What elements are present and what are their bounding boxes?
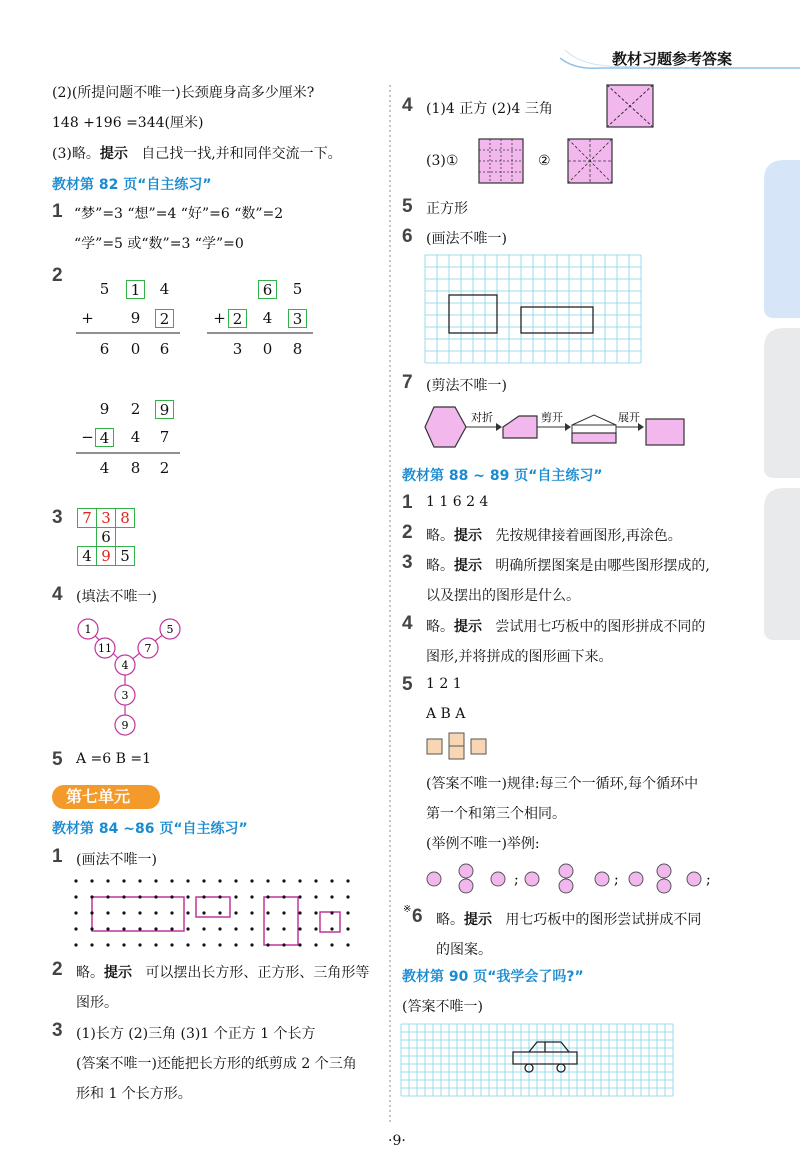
answer-line: “梦”=3 “想”=4 “好”=6 “数”=2 xyxy=(74,206,284,222)
question-number: 2 xyxy=(52,959,63,980)
answer-box: 9 xyxy=(155,400,174,419)
question-number: 6 xyxy=(402,226,413,247)
answer-box: 2 xyxy=(155,309,174,328)
answer-line: (答案不唯一)规律:每三个一循环,每个循环中 xyxy=(426,776,699,792)
grid-paper-car xyxy=(401,1024,677,1100)
answer-line: 图形,并将拼成的图形画下来。 xyxy=(426,649,613,665)
answer-line: “学”=5 或“数”=3 “学”=0 xyxy=(74,236,244,252)
answer-line: 的图案。 xyxy=(436,942,492,958)
star-square-figure xyxy=(567,138,619,184)
question-number: 1 xyxy=(52,846,63,867)
digit: 4 xyxy=(130,428,141,446)
digit: 3 xyxy=(232,340,243,358)
circle-label: 11 xyxy=(98,642,112,655)
question-number: 4 xyxy=(402,613,413,634)
question-number: 6 xyxy=(412,906,423,927)
question-number: 4 xyxy=(402,95,413,116)
answer-box: 1 xyxy=(126,280,145,299)
squares-pattern-figure xyxy=(426,732,496,762)
answer-line: 1 1 6 2 4 xyxy=(426,494,489,510)
operator: + xyxy=(213,309,226,327)
answer-line: (填法不唯一) xyxy=(76,589,157,605)
circle-label: 4 xyxy=(121,659,129,672)
side-tabs xyxy=(764,160,800,660)
answer-box: 4 xyxy=(95,428,114,447)
question-number: 1 xyxy=(402,492,413,513)
tip-label: 提示 xyxy=(464,912,492,928)
question-number: 3 xyxy=(402,552,413,573)
digit: 4 xyxy=(262,309,273,327)
circle-label: 3 xyxy=(121,689,129,702)
header-title: 教材习题参考答案 xyxy=(612,50,733,68)
separator: ; xyxy=(614,872,619,888)
tip-label: 提示 xyxy=(454,619,482,635)
grid-cell: 4 xyxy=(77,546,97,566)
separator: ; xyxy=(706,872,711,888)
question-number: 5 xyxy=(52,749,63,770)
answer-line: (答案不唯一)还能把长方形的纸剪成 2 个三角 xyxy=(76,1056,357,1072)
square-diagonals-figure xyxy=(606,84,658,130)
step-label: 对折 xyxy=(471,411,493,424)
grid-cell: 9 xyxy=(96,546,116,566)
answer-line: 1 2 1 xyxy=(426,676,462,692)
column-divider xyxy=(389,85,393,1125)
question-number: 3 xyxy=(52,507,63,528)
digit: 7 xyxy=(159,428,170,446)
digit: 5 xyxy=(292,280,303,298)
answer-line: 略。提示 尝试用七巧板中的图形拼成不同的 xyxy=(426,619,706,635)
answer-line: 148 +196 =344(厘米) xyxy=(52,115,204,131)
page-number: ·9· xyxy=(388,1133,406,1149)
grid-paper xyxy=(425,255,647,367)
operator: + xyxy=(81,309,94,327)
section-title: 教材第 88 ~ 89 页“自主练习” xyxy=(402,468,603,484)
answer-line: (2)(所提问题不唯一)长颈鹿身高多少厘米? xyxy=(52,85,315,101)
answer-line: (3)略。提示 自己找一找,并和同伴交流一下。 xyxy=(52,146,342,162)
grid-cell: 7 xyxy=(77,508,97,528)
digit: 8 xyxy=(130,459,141,477)
answer-line: (1)4 正方 (2)4 三角 xyxy=(426,101,553,117)
question-number: 4 xyxy=(52,584,63,605)
step-label: 剪开 xyxy=(541,411,563,424)
operator: − xyxy=(81,428,94,446)
answer-box: 6 xyxy=(258,280,277,299)
fold-cut-diagram xyxy=(424,405,704,453)
digit: 4 xyxy=(99,459,110,477)
circle-label: 7 xyxy=(144,642,152,655)
circles-pattern-figure xyxy=(426,860,726,900)
digit: 9 xyxy=(99,400,110,418)
circle-label: 9 xyxy=(121,719,129,732)
answer-line: (3)① xyxy=(426,153,459,169)
calc-lines xyxy=(0,0,320,200)
digit: 2 xyxy=(159,459,170,477)
answer-line: 略。提示 可以摆出长方形、正方形、三角形等 xyxy=(76,965,370,981)
answer-line: 略。提示 先按规律接着画图形,再涂色。 xyxy=(426,528,682,544)
digit: 6 xyxy=(159,340,170,358)
section-title: 教材第 90 页“我学会了吗?” xyxy=(402,969,584,985)
answer-line: 略。提示 用七巧板中的图形尝试拼成不同 xyxy=(436,912,702,928)
grid-square-figure xyxy=(478,138,530,184)
answer-line: 第一个和第三个相同。 xyxy=(426,806,566,822)
answer-line: (画法不唯一) xyxy=(76,852,157,868)
tip-label: 提示 xyxy=(454,558,482,574)
answer-line: (答案不唯一) xyxy=(402,999,483,1015)
question-number: 7 xyxy=(402,372,413,393)
dot-grid xyxy=(74,876,374,956)
digit: 6 xyxy=(99,340,110,358)
answer-line: 正方形 xyxy=(426,201,468,217)
question-number: 5 xyxy=(402,674,413,695)
digit: 5 xyxy=(99,280,110,298)
digit: 0 xyxy=(262,340,273,358)
question-number: 2 xyxy=(52,265,63,286)
answer-line: 图形。 xyxy=(76,995,118,1011)
answer-line: (剪法不唯一) xyxy=(426,378,507,394)
section-title: 教材第 84 ~86 页“自主练习” xyxy=(52,821,248,837)
answer-box: 3 xyxy=(288,309,307,328)
answer-line: A =6 B =1 xyxy=(76,751,152,767)
unit-title: 第七单元 xyxy=(52,785,160,809)
question-number: 5 xyxy=(402,196,413,217)
circle-label: 1 xyxy=(84,623,92,636)
grid-lines xyxy=(401,1024,673,1096)
calc-line xyxy=(0,452,200,462)
answer-line: (1)长方 (2)三角 (3)1 个正方 1 个长方 xyxy=(76,1026,316,1042)
answer-line: 略。提示 明确所摆图案是由哪些图形摆成的, xyxy=(426,558,710,574)
tip-label: 提示 xyxy=(99,146,128,162)
grid-cell: 3 xyxy=(96,508,116,528)
grid-cell: 8 xyxy=(115,508,135,528)
digit: 8 xyxy=(292,340,303,358)
answer-line: ② xyxy=(538,153,551,169)
step-label: 展开 xyxy=(618,411,640,424)
separator: ; xyxy=(514,872,519,888)
question-number: 2 xyxy=(402,522,413,543)
answer-line: 以及摆出的图形是什么。 xyxy=(426,588,580,604)
answer-line: 形和 1 个长方形。 xyxy=(76,1086,192,1102)
answer-line: A B A xyxy=(426,706,466,722)
question-number: 3 xyxy=(52,1020,63,1041)
circle-diagram xyxy=(60,610,260,750)
question-number: 1 xyxy=(52,201,63,222)
circle-label: 5 xyxy=(166,623,174,636)
digit: 2 xyxy=(130,400,141,418)
tip-label: 提示 xyxy=(454,528,482,544)
grid-cell: 5 xyxy=(115,546,135,566)
digit: 9 xyxy=(130,309,141,327)
tip-label: 提示 xyxy=(104,965,132,981)
section-title: 教材第 82 页“自主练习” xyxy=(52,177,212,193)
digit: 4 xyxy=(159,280,170,298)
answer-box: 2 xyxy=(228,309,247,328)
optional-mark: ※ xyxy=(403,904,412,915)
grid-lines xyxy=(425,255,641,363)
digit: 0 xyxy=(130,340,141,358)
answer-line: (举例不唯一)举例: xyxy=(426,836,540,852)
grid-cell: 6 xyxy=(96,527,116,547)
answer-line: (画法不唯一) xyxy=(426,231,507,247)
